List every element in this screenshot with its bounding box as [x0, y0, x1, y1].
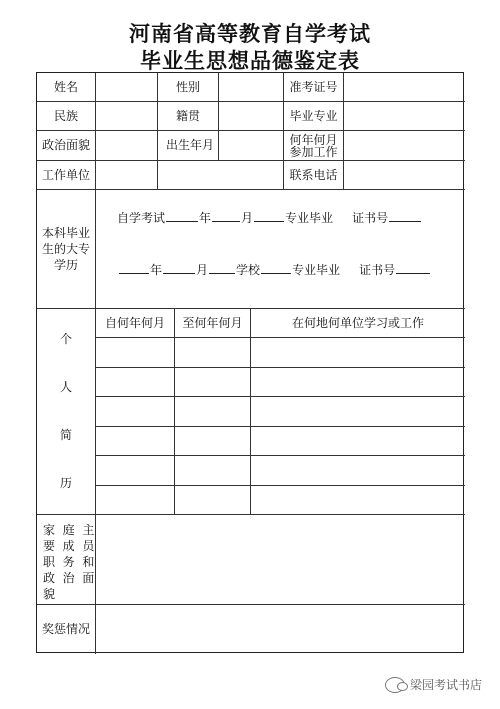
row-line: [95, 455, 465, 456]
family-field[interactable]: [96, 515, 465, 604]
label-work-start-line1: 何年何月: [289, 132, 338, 147]
family-char: 主: [82, 522, 95, 537]
resume-header-to: 至何年何月: [182, 315, 243, 330]
label-education-line1: 本科毕业: [41, 226, 90, 240]
resume-header-where: 在何地何单位学习或工作: [291, 315, 424, 330]
row-line: [95, 337, 465, 338]
label-education: [37, 190, 95, 308]
resume-header-from: 自何年何月: [104, 315, 165, 330]
exam-id-field[interactable]: [344, 73, 465, 101]
work-start-field[interactable]: [344, 131, 465, 160]
family-char: 和: [82, 554, 95, 569]
family-char: 政: [43, 570, 56, 585]
major-field[interactable]: [344, 102, 465, 130]
native-place-field[interactable]: [219, 102, 283, 130]
family-row: [43, 522, 94, 538]
awards-field[interactable]: [96, 605, 465, 654]
edu-year-label: 年: [199, 211, 212, 225]
edu-cert-blank[interactable]: [389, 210, 421, 222]
label-workplace: 工作单位: [41, 167, 90, 182]
watermark: [385, 676, 482, 693]
label-phone: 联系电话: [289, 167, 338, 182]
family-char: 面: [82, 570, 95, 585]
resume-char: 历: [59, 476, 72, 491]
label-ethnicity: 民族: [53, 108, 78, 123]
family-row: [43, 586, 55, 602]
row-line: [95, 426, 465, 427]
label-exam-id: 准考证号: [289, 79, 338, 94]
name-field[interactable]: [96, 73, 157, 101]
education-line-selfexam: [117, 209, 422, 226]
label-birth: 出生年月: [165, 138, 214, 152]
wechat-icon: [385, 677, 405, 693]
birth-field[interactable]: [223, 131, 283, 160]
family-char: 家: [43, 522, 56, 537]
edu-graduate-label: 专业毕业: [285, 211, 334, 225]
school-major-blank[interactable]: [261, 262, 291, 274]
workplace-field[interactable]: [96, 161, 283, 189]
edu-selfexam-label: 自学考试: [117, 211, 166, 225]
row-line: [95, 485, 465, 486]
label-family: [37, 515, 95, 604]
family-row: [43, 538, 94, 554]
political-field[interactable]: [96, 131, 157, 160]
family-char: 貌: [43, 586, 56, 601]
family-char: 治: [62, 570, 75, 585]
edu-cert-label: 证书号: [352, 211, 389, 225]
school-cert-blank[interactable]: [396, 262, 430, 274]
label-awards: 奖惩情况: [41, 622, 90, 636]
form-title-line1: 河南省高等教育自学考试: [129, 22, 371, 46]
row-line: [95, 367, 465, 368]
family-char: 庭: [62, 522, 75, 537]
watermark-text: 梁园考试书店: [409, 678, 482, 692]
school-year-label: 年: [150, 263, 163, 277]
label-name: 姓名: [53, 79, 78, 94]
label-work-start: [284, 131, 343, 160]
family-char: 员: [82, 538, 95, 553]
label-native-place: 籍贯: [175, 108, 200, 123]
label-work-start-line2: 参加工作: [289, 144, 338, 159]
school-year-blank[interactable]: [119, 262, 149, 274]
family-char: 要: [43, 538, 56, 553]
label-education-line3: 学历: [53, 258, 78, 272]
school-name-blank[interactable]: [209, 262, 235, 274]
edu-major-blank[interactable]: [254, 210, 284, 222]
resume-char: 人: [59, 379, 72, 394]
edu-month-blank[interactable]: [212, 210, 240, 222]
label-resume: [37, 309, 95, 514]
school-label: 学校: [236, 263, 261, 277]
family-row: [43, 570, 94, 586]
row-line: [37, 189, 465, 190]
resume-char: 个: [59, 331, 72, 346]
label-political: 政治面貌: [41, 138, 90, 152]
edu-year-blank[interactable]: [166, 210, 198, 222]
school-month-label: 月: [196, 263, 209, 277]
form-title-line2: 毕业生思想品德鉴定表: [140, 49, 360, 73]
edu-month-label: 月: [241, 211, 254, 225]
col-line: [174, 308, 175, 514]
appraisal-form: [36, 72, 464, 653]
school-cert-label: 证书号: [359, 263, 396, 277]
family-row: [43, 554, 94, 570]
resume-char: 简: [59, 428, 72, 443]
family-char: 务: [62, 554, 75, 569]
education-line-school: [118, 261, 431, 278]
family-char: 职: [43, 554, 56, 569]
family-char: 成: [62, 538, 75, 553]
gender-field[interactable]: [219, 73, 283, 101]
col-line: [250, 308, 251, 514]
phone-field[interactable]: [344, 161, 465, 189]
label-major: 毕业专业: [289, 108, 338, 123]
label-education-line2: 生的大专: [41, 242, 90, 256]
label-gender: 性别: [175, 79, 200, 94]
school-month-blank[interactable]: [163, 262, 195, 274]
ethnicity-field[interactable]: [96, 102, 157, 130]
school-graduate-label: 专业毕业: [292, 263, 341, 277]
row-line: [95, 396, 465, 397]
